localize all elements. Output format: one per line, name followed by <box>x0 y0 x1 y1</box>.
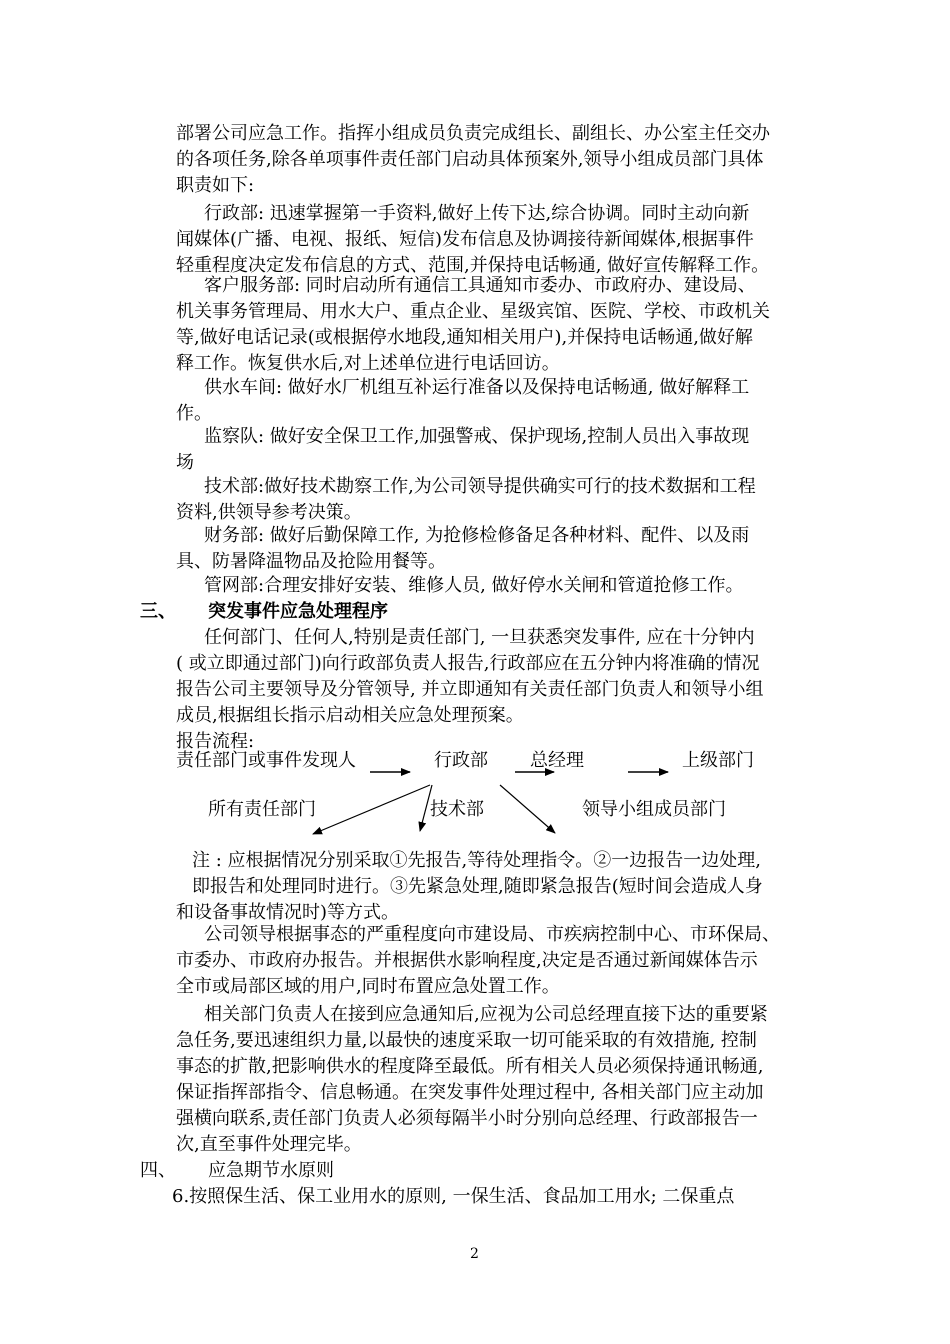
para-line: 技术部:做好技术勘察工作,为公司领导提供确实可行的技术数据和工程 <box>204 476 756 497</box>
para-line: 全市或局部区域的用户,同时布置应急处置工作。 <box>176 976 560 997</box>
para-line: 管网部:合理安排好安装、维修人员, 做好停水关闸和管道抢修工作。 <box>204 575 744 596</box>
flow-node-discoverer: 责任部门或事件发现人 <box>176 750 356 771</box>
note-line: 和设备事故情况时)等方式。 <box>176 902 400 923</box>
section-number: 四、 <box>140 1160 176 1181</box>
para-line: 释工作。恢复供水后,对上述单位进行电话回访。 <box>176 353 560 374</box>
para-line: 事态的扩散,把影响供水的程度降至最低。所有相关人员必须保持通讯畅通, <box>176 1056 764 1077</box>
para-line: 等,做好电话记录(或根据停水地段,通知相关用户),并保持电话畅通,做好解 <box>176 327 753 348</box>
para-line: 强横向联系,责任部门负责人必须每隔半小时分别向总经理、行政部报告一 <box>176 1108 758 1129</box>
para-line: 作。 <box>176 403 212 424</box>
para-line: 部署公司应急工作。指挥小组成员负责完成组长、副组长、办公室主任交办 <box>176 123 770 144</box>
para-line: 资料,供领导参考决策。 <box>176 502 362 523</box>
arrow-admin-to-leaders <box>500 785 555 833</box>
para-line: 成员,根据组长指示启动相关应急处理预案。 <box>176 705 524 726</box>
flow-node-leaders: 领导小组成员部门 <box>582 799 726 820</box>
note-line: 即报告和处理同时进行。③先紧急处理,随即紧急报告(短时间会造成人身 <box>192 876 763 897</box>
para-line: 场 <box>176 452 194 473</box>
para-line: 市委办、市政府办报告。并根据供水影响程度,决定是否通过新闻媒体告示 <box>176 950 758 971</box>
para-line: 供水车间: 做好水厂机组互补运行准备以及保持电话畅通, 做好解释工 <box>204 377 750 398</box>
section-number: 三、 <box>140 601 176 622</box>
para-line: 闻媒体(广播、电视、报纸、短信)发布信息及协调接待新闻媒体,根据事件 <box>176 229 754 250</box>
para-line: 报告流程: <box>176 731 255 752</box>
para-line: 客户服务部: 同时启动所有通信工具通知市委办、市政府办、建设局、 <box>204 275 756 296</box>
para-line: 报告公司主要领导及分管领导, 并立即通知有关责任部门负责人和领导小组 <box>176 679 764 700</box>
page-number: 2 <box>470 1246 479 1262</box>
flow-node-all-depts: 所有责任部门 <box>208 799 316 820</box>
para-line: 职责如下: <box>176 175 255 196</box>
para-line: 公司领导根据事态的严重程度向市建设局、市疾病控制中心、市环保局、 <box>204 924 780 945</box>
flow-node-tech: 技术部 <box>430 799 484 820</box>
para-line: 急任务,要迅速组织力量,以最快的速度采取一切可能采取的有效措施, 控制 <box>176 1030 757 1051</box>
para-line: 任何部门、任何人,特别是责任部门, 一旦获悉突发事件, 应在十分钟内 <box>204 627 755 648</box>
note-line: 注 : 应根据情况分别采取①先报告,等待处理指令。②一边报告一边处理, <box>192 850 761 871</box>
arrow-admin-to-all-depts <box>313 785 430 834</box>
section-title: 突发事件应急处理程序 <box>208 601 388 622</box>
para-line: 机关事务管理局、用水大户、重点企业、星级宾馆、医院、学校、市政机关 <box>176 301 770 322</box>
flow-node-gm: 总经理 <box>530 750 584 771</box>
para-line: 保证指挥部指令、信息畅通。在突发事件处理过程中, 各相关部门应主动加 <box>176 1082 764 1103</box>
section-title: 应急期节水原则 <box>208 1160 334 1181</box>
para-line: 轻重程度决定发布信息的方式、范围,并保持电话畅通, 做好宣传解释工作。 <box>176 255 770 276</box>
para-line: 具、防暑降温物品及抢险用餐等。 <box>176 551 446 572</box>
para-line: 次,直至事件处理完毕。 <box>176 1134 362 1155</box>
para-line: ( 或立即通过部门)向行政部负责人报告,行政部应在五分钟内将准确的情况 <box>176 653 760 674</box>
arrow-admin-to-tech <box>420 785 432 831</box>
para-line: 6.按照保生活、保工业用水的原则, 一保生活、食品加工用水; 二保重点 <box>172 1186 735 1207</box>
para-line: 的各项任务,除各单项事件责任部门启动具体预案外,领导小组成员部门具体 <box>176 149 764 170</box>
para-line: 财务部: 做好后勤保障工作, 为抢修检修备足各种材料、配件、以及雨 <box>204 525 750 546</box>
flow-node-superior: 上级部门 <box>682 750 754 771</box>
para-line: 相关部门负责人在接到应急通知后,应视为公司总经理直接下达的重要紧 <box>204 1004 768 1025</box>
para-line: 监察队: 做好安全保卫工作,加强警戒、保护现场,控制人员出入事故现 <box>204 426 750 447</box>
para-line: 行政部: 迅速掌握第一手资料,做好上传下达,综合协调。同时主动向新 <box>204 203 750 224</box>
flow-node-admin: 行政部 <box>434 750 488 771</box>
